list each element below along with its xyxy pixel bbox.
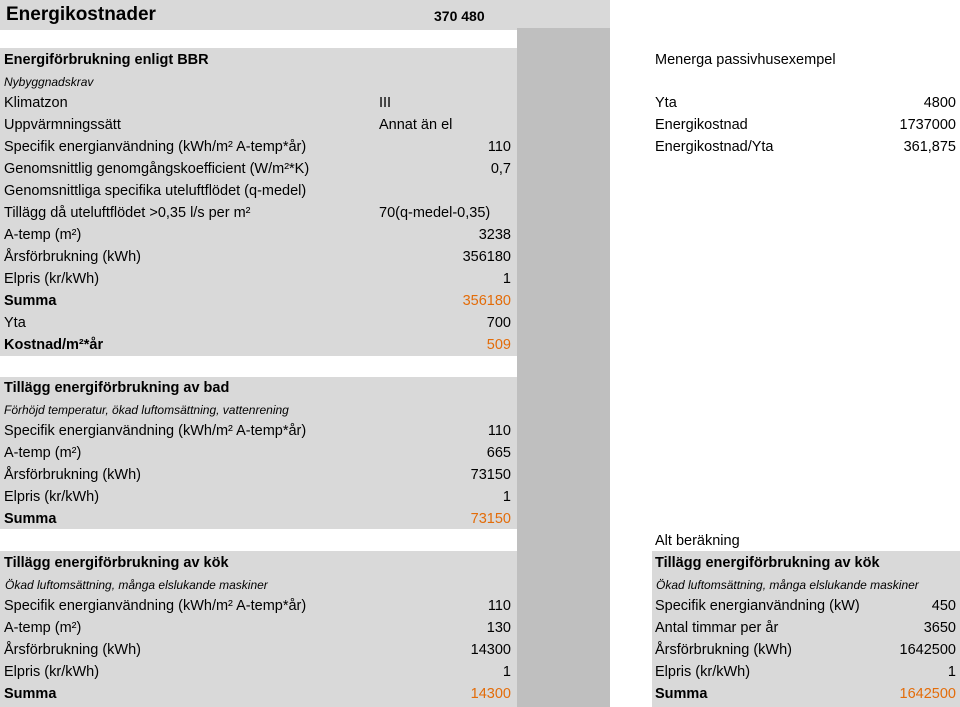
alt-subtitle: Ökad luftomsättning, många elslukande maskiner	[656, 578, 919, 592]
gray-column	[517, 28, 610, 707]
table-row: Genomsnittlig genomgångskoefficient (W/m²*K) 0,7	[4, 161, 511, 177]
summa-row: Summa 14300	[4, 686, 511, 702]
summa-row: Summa 73150	[4, 511, 511, 527]
table-row: Uppvärmningssätt Annat än el	[4, 117, 453, 133]
table-row: Årsförbrukning (kWh) 73150	[4, 467, 511, 483]
menerga-title: Menerga passivhusexempel	[655, 52, 836, 68]
table-row: A-temp (m²) 130	[4, 620, 511, 636]
table-row: Energikostnad/Yta 361,875	[655, 139, 956, 155]
table-row: Antal timmar per år 3650	[655, 620, 956, 636]
table-row: Tillägg då uteluftflödet >0,35 l/s per m² 70(q-medel-0,35)	[4, 205, 491, 221]
table-row: Årsförbrukning (kWh) 14300	[4, 642, 511, 658]
table-row: A-temp (m²) 3238	[4, 227, 511, 243]
table-row: A-temp (m²) 665	[4, 445, 511, 461]
bad-subtitle: Förhöjd temperatur, ökad luftomsättning, vattenrening	[4, 403, 289, 417]
total-cost: 370 480	[434, 8, 485, 24]
kok-title: Tillägg energiförbrukning av kök	[4, 555, 229, 571]
bad-title: Tillägg energiförbrukning av bad	[4, 380, 230, 396]
table-row: Elpris (kr/kWh) 1	[4, 664, 511, 680]
table-row: Specifik energianvändning (kWh/m² A-temp*år) 110	[4, 598, 511, 614]
table-row: Klimatzon III	[4, 95, 392, 111]
table-row: Specifik energianvändning (kWh/m² A-temp*år) 110	[4, 139, 511, 155]
table-row: Elpris (kr/kWh) 1	[655, 664, 956, 680]
table-row: Årsförbrukning (kWh) 1642500	[655, 642, 956, 658]
table-row: Yta 4800	[655, 95, 956, 111]
bbr-subtitle: Nybyggnadskrav	[4, 75, 94, 89]
alt-title: Tillägg energiförbrukning av kök	[655, 555, 880, 571]
summa-row: Summa 1642500	[655, 686, 956, 702]
table-row: Årsförbrukning (kWh) 356180	[4, 249, 511, 265]
table-row: Energikostnad 1737000	[655, 117, 956, 133]
summa-row: Summa 356180	[4, 293, 511, 309]
table-row: Genomsnittliga specifika uteluftflödet (q-medel)	[4, 183, 307, 199]
alt-heading: Alt beräkning	[655, 533, 740, 549]
table-row: Specifik energianvändning (kW) 450	[655, 598, 956, 614]
kostnad-row: Kostnad/m²*år 509	[4, 337, 511, 353]
yta-row: Yta 700	[4, 315, 511, 331]
table-row: Elpris (kr/kWh) 1	[4, 271, 511, 287]
bbr-title: Energiförbrukning enligt BBR	[4, 52, 209, 68]
page-title: Energikostnader	[6, 4, 156, 25]
table-row: Specifik energianvändning (kWh/m² A-temp*år) 110	[4, 423, 511, 439]
kok-subtitle: Ökad luftomsättning, många elslukande maskiner	[5, 578, 268, 592]
table-row: Elpris (kr/kWh) 1	[4, 489, 511, 505]
